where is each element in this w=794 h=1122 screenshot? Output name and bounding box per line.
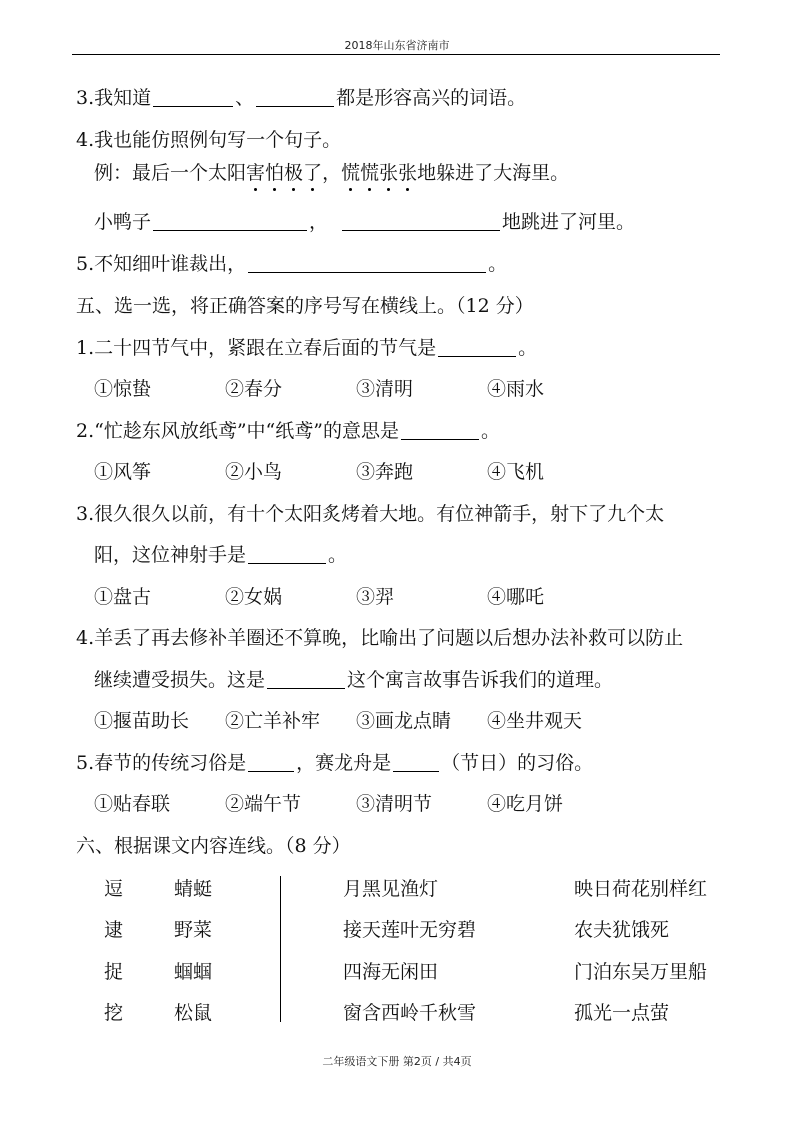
option: ④哪吒: [487, 586, 545, 608]
q4-item3-post: 都是形容高兴的词语。: [336, 87, 527, 109]
option: ②端午节: [225, 793, 302, 815]
noun-item[interactable]: 蜻蜓: [174, 878, 213, 900]
page-header: 2018年山东省济南市: [344, 39, 450, 52]
emphasis-char: 极: [284, 162, 304, 184]
poem-line-right[interactable]: 农夫犹饿死: [574, 919, 670, 941]
emphasis-char: 张: [398, 162, 418, 184]
emphasis-char: 害: [246, 162, 266, 184]
q5-item1-text: 1.二十四节气中，紧跟在立春后面的节气是: [76, 337, 437, 359]
option: ④雨水: [487, 378, 545, 400]
answer-post: 地跳进了河里。: [502, 211, 636, 233]
noun-item[interactable]: 蝈蝈: [174, 961, 213, 983]
q5-item2-text: 2.“忙趁东风放纸鸢”中“纸鸢”的意思是: [76, 420, 399, 442]
answer-blank[interactable]: [153, 86, 233, 107]
q4-item5-post: 。: [488, 253, 508, 275]
answer-blank[interactable]: [256, 86, 334, 107]
option: ③羿: [356, 586, 395, 608]
q4-item3: [76, 86, 526, 110]
section5-title: 五、选一选，将正确答案的序号写在横线上。（12 分）: [76, 295, 534, 317]
q5-item1: [76, 336, 537, 360]
q4-item4-title: 4.我也能仿照例句写一个句子。: [76, 129, 342, 151]
q4-item4-example: [94, 161, 569, 185]
column-divider: [280, 876, 281, 1022]
verb-item[interactable]: 捉: [104, 961, 124, 983]
option: ④吃月饼: [487, 793, 564, 815]
poem-line-left[interactable]: 月黑见渔灯: [343, 878, 439, 900]
option: ②亡羊补牢: [225, 710, 321, 732]
q5-item5-post: （节日）的习俗。: [441, 752, 594, 774]
emphasis-char: 了: [303, 162, 323, 184]
q5-item1-post: 。: [518, 337, 538, 359]
option: ②女娲: [225, 586, 283, 608]
poem-line-left[interactable]: 接天莲叶无穷碧: [343, 919, 477, 941]
q4-item5-text: 5.不知细叶谁裁出，: [76, 253, 247, 275]
answer-blank[interactable]: [401, 419, 479, 440]
verb-item[interactable]: 逗: [104, 878, 124, 900]
example-mid: ，: [322, 162, 342, 184]
answer-blank[interactable]: [248, 252, 486, 273]
example-post: 地躲进了大海里。: [417, 162, 570, 184]
q4-item3-text: 3.我知道: [76, 87, 152, 109]
answer-blank[interactable]: [267, 668, 345, 689]
answer-blank[interactable]: [342, 210, 500, 231]
option: ③画龙点睛: [356, 710, 452, 732]
poem-line-right[interactable]: 门泊东吴万里船: [574, 961, 708, 983]
option: ①揠苗助长: [94, 710, 190, 732]
q5-item2: [76, 419, 500, 443]
section6-title: 六、根据课文内容连线。（8 分）: [76, 835, 351, 857]
noun-item[interactable]: 松鼠: [174, 1002, 213, 1024]
option: ①风筝: [94, 461, 152, 483]
q5-item3-post: 。: [328, 544, 348, 566]
q5-item4-line2: [94, 668, 613, 692]
answer-sep: ，: [309, 211, 329, 233]
answer-blank[interactable]: [248, 543, 326, 564]
answer-blank[interactable]: [393, 751, 439, 772]
option: ②小鸟: [225, 461, 283, 483]
answer-blank[interactable]: [438, 336, 516, 357]
q5-item3-line1: 3.很久很久以前，有十个太阳炙烤着大地。有位神箭手，射下了九个太: [76, 503, 665, 525]
emphasis-char: 慌: [341, 162, 361, 184]
q5-item2-post: 。: [480, 420, 500, 442]
q5-item4-line1: 4.羊丢了再去修补羊圈还不算晚，比喻出了问题以后想办法补救可以防止: [76, 627, 684, 649]
q4-item5: [76, 252, 507, 276]
q5-item5-text: 5.春节的传统习俗是: [76, 752, 247, 774]
q5-item4-text: 继续遭受损失。这是: [94, 669, 266, 691]
poem-line-right[interactable]: 映日荷花别样红: [574, 878, 708, 900]
poem-line-right[interactable]: 孤光一点萤: [574, 1002, 670, 1024]
q5-item3-line2: [94, 543, 347, 567]
noun-item[interactable]: 野菜: [174, 919, 213, 941]
option: ③清明: [356, 378, 414, 400]
header-divider: [72, 54, 720, 55]
page-footer: 二年级语文下册 第2页 / 共4页: [322, 1055, 472, 1068]
emphasis-char: 怕: [265, 162, 285, 184]
q5-item5-mid: ，赛龙舟是: [296, 752, 392, 774]
answer-blank[interactable]: [153, 210, 307, 231]
answer-pre: 小鸭子: [94, 211, 152, 233]
answer-blank[interactable]: [248, 751, 294, 772]
option: ③清明节: [356, 793, 433, 815]
q5-item5: [76, 751, 593, 775]
poem-line-left[interactable]: 窗含西岭千秋雪: [343, 1002, 477, 1024]
option: ④飞机: [487, 461, 545, 483]
q5-item4-post: 这个寓言故事告诉我们的道理。: [347, 669, 614, 691]
verb-item[interactable]: 挖: [104, 1002, 124, 1024]
poem-line-left[interactable]: 四海无闲田: [343, 961, 439, 983]
q4-item4-answer: [94, 210, 635, 234]
option: ③奔跑: [356, 461, 414, 483]
option: ④坐井观天: [487, 710, 583, 732]
verb-item[interactable]: 逮: [104, 919, 124, 941]
q5-item3-text: 阳，这位神射手是: [94, 544, 247, 566]
q4-item3-sep: 、: [235, 87, 255, 109]
emphasis-char: 慌: [360, 162, 380, 184]
option: ②春分: [225, 378, 283, 400]
option: ①惊蛰: [94, 378, 152, 400]
example-pre: 例：最后一个太阳: [94, 162, 247, 184]
option: ①贴春联: [94, 793, 171, 815]
option: ①盘古: [94, 586, 152, 608]
emphasis-char: 张: [379, 162, 399, 184]
